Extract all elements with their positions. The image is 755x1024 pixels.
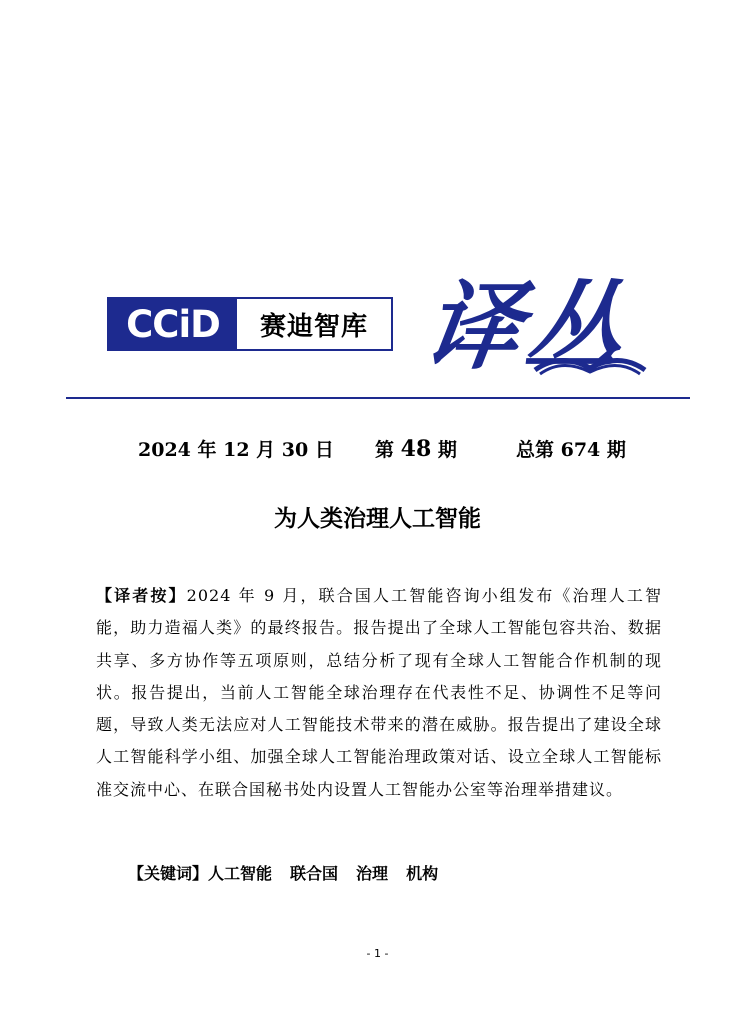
open-book-icon xyxy=(530,340,650,376)
issue-date: 2024 年 12 月 30 日 xyxy=(138,439,334,461)
header-rule xyxy=(66,397,690,399)
keyword: 治理 xyxy=(356,864,389,883)
translator-note xyxy=(96,580,662,806)
issue-number-prefix: 第 xyxy=(375,439,395,461)
keyword: 人工智能 xyxy=(208,864,273,883)
issue-number-suffix: 期 xyxy=(437,439,457,461)
translator-note-label: 【译者按】 xyxy=(96,586,187,605)
keyword: 联合国 xyxy=(290,864,339,883)
issue-number xyxy=(375,435,457,462)
logo-abbr: CCiD xyxy=(109,299,237,349)
brand-title: 译丛 xyxy=(417,270,638,383)
logo-name: 赛迪智库 xyxy=(259,311,368,342)
issue-number-value: 48 xyxy=(400,436,432,462)
keyword: 机构 xyxy=(406,864,439,883)
document-title: 为人类治理人工智能 xyxy=(274,506,481,532)
keywords-label: 【关键词】 xyxy=(128,864,209,883)
page-number: - 1 - xyxy=(366,947,389,960)
issue-total: 总第 674 期 xyxy=(516,439,626,461)
keywords xyxy=(128,861,456,884)
translator-note-text: 2024 年 9 月，联合国人工智能咨询小组发布《治理人工智能，助力造福人类》的最终报告。报告提出了全球人工智能包容共治、数据共享、多方协作等五项原则，总结分析了现有全球人工智能合作机制的现状。报告提出，当前人工智能全球治理存在代表性不足、协调性不足等问题，导致人类无法应对人工智能技术带来的潜在威胁。报告提出了建设全球人工智能科学小组、加强全球人工智能治理政策对话、设立全球人工智能标准交流中心、在联合国秘书处内设置人工智能办公室等治理举措建议。 xyxy=(96,586,662,799)
logo xyxy=(107,297,393,351)
